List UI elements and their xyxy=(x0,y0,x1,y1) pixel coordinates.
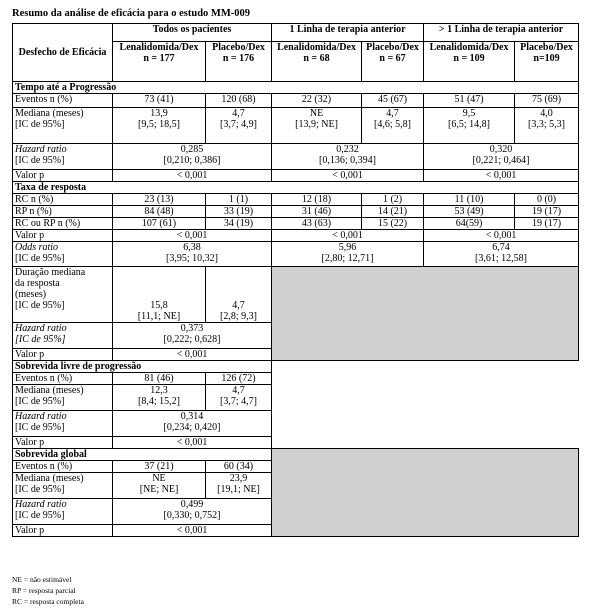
cell: 22 (32) xyxy=(272,94,362,108)
row-label: Hazard ratio [IC de 95%] xyxy=(13,411,113,437)
row-label: Eventos n (%) xyxy=(13,94,113,108)
cell: < 0,001 xyxy=(113,349,272,361)
efficacy-table xyxy=(12,23,579,537)
cell: 31 (46) xyxy=(272,206,362,218)
row-label: Hazard ratio [IC de 95%] xyxy=(13,499,113,525)
cell: 0,285 [0,210; 0,386] xyxy=(113,144,272,170)
table-row xyxy=(13,108,579,144)
row-label: RC n (%) xyxy=(13,194,113,206)
row-label: Mediana (meses) [IC de 95%] xyxy=(13,108,113,144)
cell: 0 (0) xyxy=(515,194,579,206)
not-applicable-area xyxy=(272,267,579,361)
cell: 126 (72) xyxy=(206,373,272,385)
cell: 19 (17) xyxy=(515,218,579,230)
cell: 12,3 [8,4; 15,2] xyxy=(113,385,206,411)
cell: 45 (67) xyxy=(362,94,424,108)
cell: 23 (13) xyxy=(113,194,206,206)
cell: 4,0 [3,3; 5,3] xyxy=(515,108,579,144)
section-response: Taxa de resposta xyxy=(13,182,579,194)
row-label: Valor p xyxy=(13,349,113,361)
cell: 23,9 [19,1; NE] xyxy=(206,473,272,499)
header-arm: Lenalidomida/Dex n = 109 xyxy=(424,42,515,82)
cell: 34 (19) xyxy=(206,218,272,230)
cell: 37 (21) xyxy=(113,461,206,473)
cell: < 0,001 xyxy=(113,525,272,537)
row-label: Eventos n (%) xyxy=(13,373,113,385)
cell: 19 (17) xyxy=(515,206,579,218)
cell: 4,7 [2,8; 9,3] xyxy=(206,267,272,323)
header-arm: Placebo/Dex n = 67 xyxy=(362,42,424,82)
table-title: Resumo da análise de eficácia para o estudo MM-009 xyxy=(12,8,250,19)
cell: 4,7 [3,7; 4,9] xyxy=(206,108,272,144)
cell: 0,320 [0,221; 0,464] xyxy=(424,144,579,170)
footnote: RP = resposta parcial xyxy=(12,586,76,595)
cell: < 0,001 xyxy=(113,170,272,182)
cell: NE [13,9; NE] xyxy=(272,108,362,144)
section-row xyxy=(13,449,579,461)
cell: NE [NE; NE] xyxy=(113,473,206,499)
header-group-one-line: 1 Linha de terapia anterior xyxy=(272,24,424,42)
row-label: Hazard ratio [IC de 95%] xyxy=(13,144,113,170)
table-row xyxy=(13,194,579,206)
table-row xyxy=(13,206,579,218)
cell: 15 (22) xyxy=(362,218,424,230)
cell: 120 (68) xyxy=(206,94,272,108)
footnote: NE = não estimável xyxy=(12,575,72,584)
cell: 12 (18) xyxy=(272,194,362,206)
cell: < 0,001 xyxy=(272,170,424,182)
row-label: RP n (%) xyxy=(13,206,113,218)
cell: 0,373 [0,222; 0,628] xyxy=(113,323,272,349)
header-outcome: Desfecho de Eficácia xyxy=(13,24,113,82)
row-label: RC ou RP n (%) xyxy=(13,218,113,230)
row-label: Valor p xyxy=(13,525,113,537)
cell: 33 (19) xyxy=(206,206,272,218)
section-row xyxy=(13,361,579,373)
cell: 0,232 [0,136; 0,394] xyxy=(272,144,424,170)
cell: 6,38 [3,95; 10,32] xyxy=(113,242,272,267)
header-arm: Placebo/Dex n=109 xyxy=(515,42,579,82)
table-row xyxy=(13,94,579,108)
cell: 51 (47) xyxy=(424,94,515,108)
cell: 64(59) xyxy=(424,218,515,230)
not-applicable-area xyxy=(272,449,579,537)
table-row xyxy=(13,230,579,242)
header-group-row xyxy=(13,24,579,42)
header-arm: Lenalidomida/Dex n = 177 xyxy=(113,42,206,82)
cell: 84 (48) xyxy=(113,206,206,218)
cell: 9,5 [6,5; 14,8] xyxy=(424,108,515,144)
table-row xyxy=(13,218,579,230)
blank-area xyxy=(272,361,579,449)
cell: 73 (41) xyxy=(113,94,206,108)
table-row xyxy=(13,170,579,182)
cell: < 0,001 xyxy=(113,230,272,242)
section-os: Sobrevida global xyxy=(13,449,272,461)
section-pfs: Sobrevida livre de progressão xyxy=(13,361,272,373)
cell: 11 (10) xyxy=(424,194,515,206)
header-group-all: Todos os pacientes xyxy=(113,24,272,42)
cell: 0,314 [0,234; 0,420] xyxy=(113,411,272,437)
row-label: Eventos n (%) xyxy=(13,461,113,473)
cell: 60 (34) xyxy=(206,461,272,473)
cell: 43 (63) xyxy=(272,218,362,230)
cell: 107 (61) xyxy=(113,218,206,230)
row-label: Mediana (meses) [IC de 95%] xyxy=(13,385,113,411)
cell: 75 (69) xyxy=(515,94,579,108)
cell: < 0,001 xyxy=(424,230,579,242)
row-label: Odds ratio [IC de 95%] xyxy=(13,242,113,267)
cell: < 0,001 xyxy=(113,437,272,449)
cell: 1 (2) xyxy=(362,194,424,206)
section-row xyxy=(13,182,579,194)
cell: 1 (1) xyxy=(206,194,272,206)
table-row xyxy=(13,267,579,323)
table-row xyxy=(13,242,579,267)
header-arm: Placebo/Dex n = 176 xyxy=(206,42,272,82)
table-row xyxy=(13,144,579,170)
cell: 81 (46) xyxy=(113,373,206,385)
cell: 15,8 [11,1; NE] xyxy=(113,267,206,323)
cell: 0,499 [0,330; 0,752] xyxy=(113,499,272,525)
cell: 6,74 [3,61; 12,58] xyxy=(424,242,579,267)
section-row xyxy=(13,82,579,94)
footnote: RC = resposta completa xyxy=(12,597,84,606)
row-label: Mediana (meses) [IC de 95%] xyxy=(13,473,113,499)
row-label: Valor p xyxy=(13,170,113,182)
cell: < 0,001 xyxy=(272,230,424,242)
cell: 53 (49) xyxy=(424,206,515,218)
header-group-multi-line: > 1 Linha de terapia anterior xyxy=(424,24,579,42)
row-label: Valor p xyxy=(13,437,113,449)
cell: < 0,001 xyxy=(424,170,579,182)
row-label: Hazard ratio [IC de 95%] xyxy=(13,323,113,349)
footnotes xyxy=(12,574,84,607)
cell: 5,96 [2,80; 12,71] xyxy=(272,242,424,267)
section-ttp: Tempo até a Progressão xyxy=(13,82,579,94)
cell: 4,7 [4,6; 5,8] xyxy=(362,108,424,144)
row-label: Valor p xyxy=(13,230,113,242)
cell: 4,7 [3,7; 4,7] xyxy=(206,385,272,411)
cell: 14 (21) xyxy=(362,206,424,218)
header-arm: Lenalidomida/Dex n = 68 xyxy=(272,42,362,82)
row-label: Duração mediana da resposta (meses) [IC de 95%] xyxy=(13,267,113,323)
cell: 13,9 [9,5; 18,5] xyxy=(113,108,206,144)
